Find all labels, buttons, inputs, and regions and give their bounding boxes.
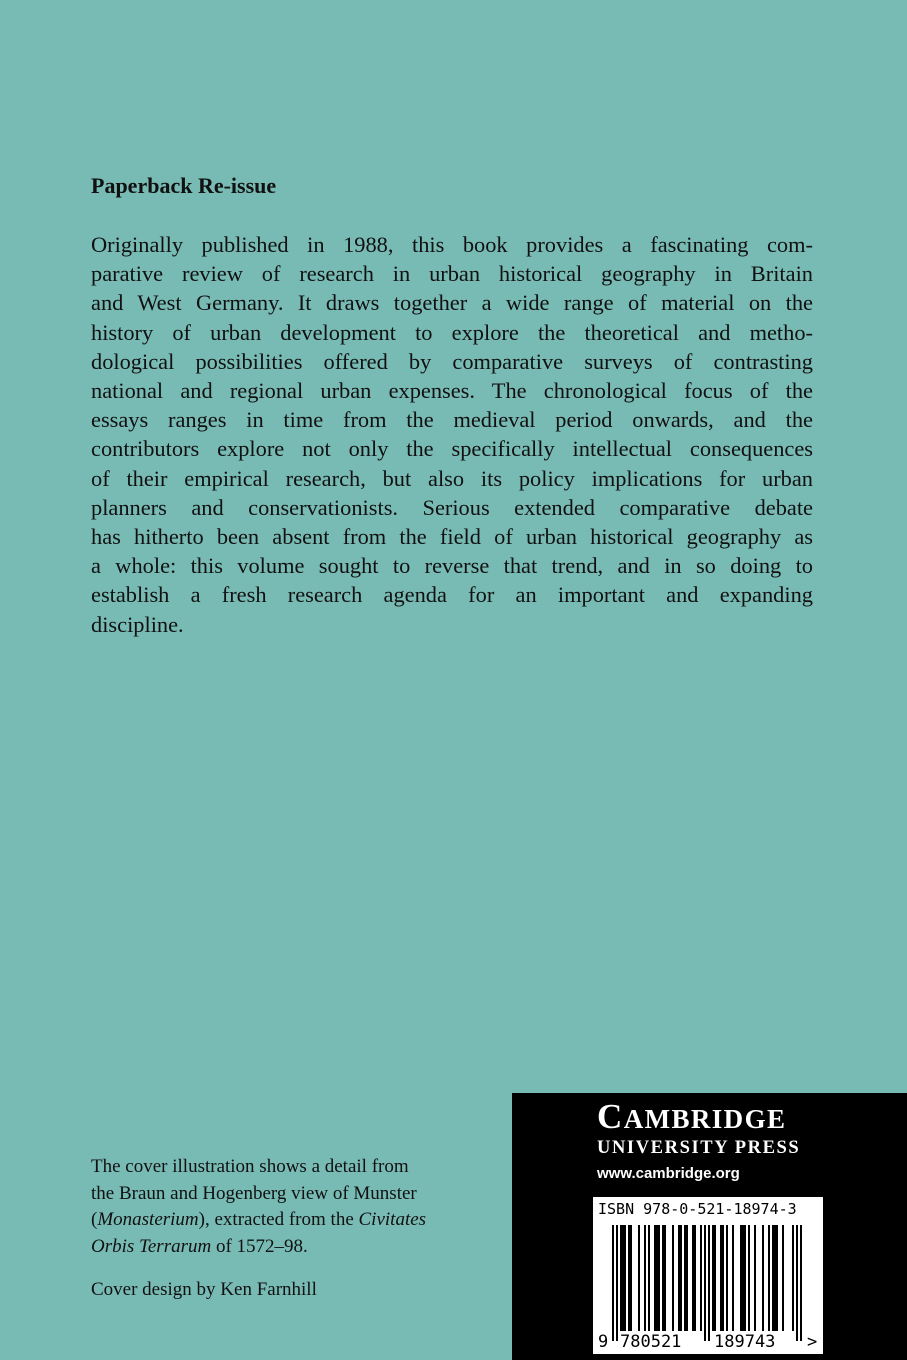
- barcode-bar: [720, 1225, 722, 1331]
- barcode-lead-digit: 9: [598, 1332, 609, 1352]
- barcode-right-digits: 189743: [714, 1332, 776, 1352]
- description-line: dological possibilities offered by comparative surveys of contrasting: [91, 348, 813, 374]
- barcode-bar: [644, 1225, 646, 1331]
- barcode-bar: [662, 1225, 664, 1331]
- cover-illustration-note: [91, 1154, 491, 1260]
- barcode-bar: [686, 1225, 688, 1331]
- barcode-left-digits: 780521: [620, 1332, 682, 1352]
- barcode-bar: [712, 1225, 714, 1331]
- barcode-bar: [678, 1225, 680, 1331]
- barcode-bar: [622, 1225, 624, 1331]
- barcode-bar: [658, 1225, 660, 1331]
- barcode-bar: [648, 1225, 650, 1331]
- barcode-bar: [630, 1225, 632, 1331]
- isbn-label: ISBN 978-0-521-18974-3: [598, 1200, 797, 1218]
- publisher-panel: [512, 1093, 907, 1360]
- barcode-bar: [748, 1225, 750, 1331]
- barcode-bar: [782, 1225, 784, 1331]
- note-italic: Monasterium: [97, 1209, 199, 1230]
- note-line: Orbis Terrarum of 1572–98.: [91, 1235, 308, 1257]
- barcode-bar: [672, 1225, 674, 1331]
- barcode-bar: [742, 1225, 744, 1331]
- barcode-bar: [704, 1225, 706, 1341]
- barcode-bar: [612, 1225, 614, 1341]
- barcode-bar: [732, 1225, 734, 1331]
- description-line: and West Germany. It draws together a wide range of material on the: [91, 290, 813, 316]
- description-line: contributors explore not only the specifically intellectual consequences: [91, 436, 813, 462]
- description-line: establish a fresh research agenda for an important and expanding: [91, 582, 813, 608]
- description-line: essays ranges in time from the medieval period onwards, and the: [91, 407, 813, 433]
- publisher-website: www.cambridge.org: [597, 1165, 740, 1182]
- barcode-bar: [684, 1225, 686, 1331]
- logo-subtitle: UNIVERSITY PRESS: [597, 1138, 801, 1158]
- design-credit: Cover design by Ken Farnhill: [91, 1279, 317, 1300]
- barcode-bar: [694, 1225, 696, 1331]
- description-line: national and regional urban expenses. The chronological focus of the: [91, 378, 813, 404]
- note-line: The cover illustration shows a detail from: [91, 1156, 409, 1177]
- barcode-bar: [654, 1225, 656, 1331]
- barcode-graphic: [593, 1197, 823, 1354]
- barcode-bar: [638, 1225, 640, 1331]
- description-line: history of urban development to explore the theoretical and metho-: [91, 319, 813, 345]
- isbn-barcode: [593, 1197, 823, 1354]
- section-heading: Paperback Re-issue: [91, 173, 277, 198]
- barcode-bar: [722, 1225, 724, 1331]
- barcode-bar: [762, 1225, 764, 1331]
- note-line: (Monasterium), extracted from the Civitates: [91, 1209, 427, 1230]
- note-italic: Civitates: [358, 1209, 427, 1230]
- description-line: a whole: this volume sought to reverse that trend, and in so doing to: [91, 553, 813, 579]
- description-line: has hitherto been absent from the field of urban historical geography as: [91, 524, 813, 550]
- description-line: of their empirical research, but also its policy implications for urban: [91, 465, 813, 491]
- barcode-bar: [708, 1225, 710, 1341]
- barcode-bar: [664, 1225, 666, 1331]
- barcode-bar: [700, 1225, 702, 1331]
- barcode-bar: [792, 1225, 794, 1331]
- note-italic: Orbis Terrarum: [91, 1235, 212, 1257]
- barcode-bar: [768, 1225, 770, 1331]
- barcode-bar: [714, 1225, 716, 1331]
- barcode-bar: [800, 1225, 802, 1341]
- note-line: the Braun and Hogenberg view of Munster: [91, 1182, 417, 1204]
- description-line: Originally published in 1988, this book provides a fascinating com-: [91, 232, 813, 257]
- barcode-bar: [620, 1225, 622, 1331]
- barcode-bar: [624, 1225, 626, 1331]
- barcode-trail-marker: >: [807, 1332, 818, 1352]
- barcode-bar: [796, 1225, 798, 1341]
- barcode-bar: [774, 1225, 776, 1331]
- barcode-bar: [726, 1225, 728, 1331]
- barcode-bar: [772, 1225, 774, 1331]
- description-line: discipline.: [91, 611, 184, 637]
- barcode-bar: [754, 1225, 756, 1331]
- description-line: planners and conservationists. Serious extended comparative debate: [91, 494, 813, 520]
- barcode-bar: [776, 1225, 778, 1331]
- barcode-bar: [740, 1225, 742, 1331]
- book-description: [91, 230, 813, 639]
- barcode-bar: [656, 1225, 658, 1331]
- barcode-bar: [744, 1225, 746, 1331]
- logo-wordmark: CAMBRIDGE: [597, 1097, 787, 1136]
- cambridge-logo: [597, 1099, 800, 1159]
- description-line: parative review of research in urban historical geography in Britain: [91, 261, 813, 287]
- barcode-bar: [628, 1225, 630, 1331]
- barcode-bar: [680, 1225, 682, 1331]
- barcode-bar: [692, 1225, 694, 1331]
- barcode-bar: [616, 1225, 618, 1341]
